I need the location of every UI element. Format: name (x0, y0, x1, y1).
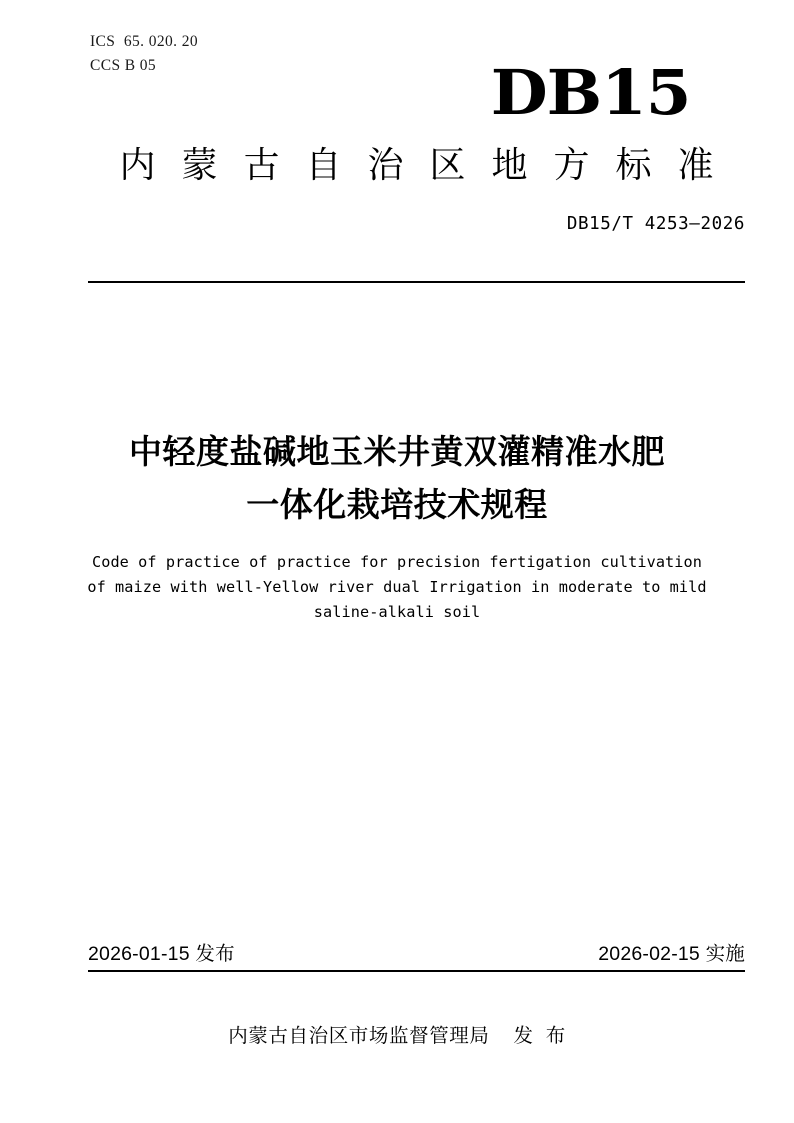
title-chinese (60, 425, 734, 532)
divider-bottom (88, 970, 745, 972)
standard-number: DB15/T 4253—2026 (566, 214, 745, 234)
date-row (88, 938, 745, 966)
title-english (60, 550, 734, 626)
title-english-line-3: saline-alkali soil (313, 603, 481, 622)
title-chinese-line-1: 中轻度盐碱地玉米井黄双灌精准水肥 (129, 433, 665, 470)
title-block (60, 425, 734, 626)
publisher-line: 内蒙古自治区市场监督管理局 发 布 (228, 1025, 566, 1047)
date-issued: 2026-01-15 发布 (88, 943, 235, 965)
ics-code: ICS 65. 020. 20 (90, 33, 199, 50)
divider-top (88, 281, 745, 283)
title-english-line-1: Code of practice of practice for precision fertigation cultivation (91, 552, 703, 571)
classification-codes (90, 30, 198, 78)
ccs-code: CCS B 05 (90, 57, 157, 75)
title-english-line-2: of maize with well-Yellow river dual Irrigation in moderate to mild (87, 578, 707, 597)
title-chinese-line-2: 一体化栽培技术规程 (246, 486, 548, 524)
standard-heading: 内蒙古自治区地方标准 (119, 144, 740, 185)
date-effective: 2026-02-15 实施 (598, 943, 745, 965)
standard-emblem-db15: DB15 (490, 56, 690, 129)
